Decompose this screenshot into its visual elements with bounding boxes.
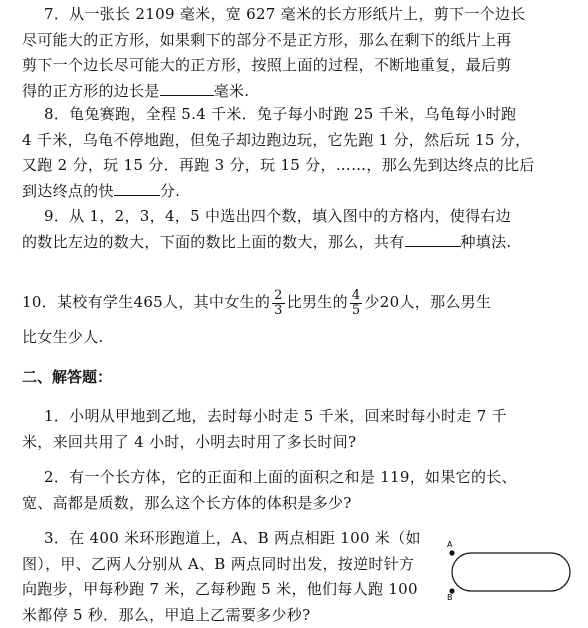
a3-line-2: 图），甲、乙两人分别从 A、B 两点同时出发，按逆时针方 (22, 552, 432, 578)
q8-answer-blank[interactable] (114, 181, 160, 196)
fraction-two-thirds (272, 289, 285, 318)
fraction-four-fifths (350, 289, 363, 318)
q7-line-4 (22, 79, 570, 105)
q9-answer-blank[interactable] (405, 232, 461, 247)
question-10 (22, 287, 570, 352)
q9-line-2 (22, 230, 570, 256)
q8-line-4-unit: 分. (160, 182, 180, 200)
q7-line-4-unit: 毫米. (214, 82, 250, 100)
q10-text-b: 比男生的 (287, 293, 348, 311)
question-7 (22, 2, 570, 104)
q8-line-1: 8．龟兔赛跑，全程 5.4 千米．兔子每小时跑 25 千米，乌龟每小时跑 (22, 102, 570, 128)
a2-line-2: 宽、高都是质数，那么这个长方体的体积是多少? (22, 491, 570, 517)
fraction-2-numerator: 4 (350, 289, 363, 304)
q10-line-2: 比女生少人. (22, 322, 570, 352)
solution-question-1 (22, 404, 570, 455)
q9-line-2-unit: 种填法. (461, 233, 512, 251)
fraction-1-numerator: 2 (272, 289, 285, 304)
a3-line-4: 米都停 5 秒．那么，甲追上乙需要多少秒? (22, 603, 432, 628)
q10-text-c: 少20人，那么男生 (364, 293, 491, 311)
q7-line-1: 7．从一张长 2109 毫米，宽 627 毫米的长方形纸片上，剪下一个边长 (22, 2, 570, 28)
q8-line-4 (22, 179, 570, 205)
solution-question-3 (22, 526, 432, 628)
q10-line-1 (22, 287, 570, 318)
section-heading-solutions: 二、解答题： (22, 366, 112, 387)
point-a-marker (449, 550, 454, 555)
q8-line-2: 4 千米，乌龟不停地跑，但兔子却边跑边玩，它先跑 1 分，然后玩 15 分， (22, 128, 570, 154)
a3-line-1: 3．在 400 米环形跑道上，A、B 两点相距 100 米（如 (22, 526, 432, 552)
question-8 (22, 102, 570, 204)
point-a-label: A (447, 540, 453, 549)
a3-line-3: 向跑步，甲每秒跑 7 米，乙每秒跑 5 米，他们每人跑 100 (22, 577, 432, 603)
running-track-diagram (438, 540, 578, 600)
q9-line-2-text: 的数比左边的数大，下面的数比上面的数大，那么，共有 (22, 233, 405, 251)
point-b-label: B (447, 593, 453, 600)
q7-line-2: 尽可能大的正方形，如果剩下的部分不是正方形，那么在剩下的纸片上再 (22, 28, 570, 54)
track-outline (452, 553, 570, 591)
q10-text-a: 10．某校有学生465人，其中女生的 (22, 293, 270, 311)
solution-question-2 (22, 465, 570, 516)
q7-line-4-text: 得的正方形的边长是 (22, 82, 160, 100)
q7-line-3: 剪下一个边长尽可能大的正方形，按照上面的过程，不断地重复，最后剪 (22, 53, 570, 79)
a2-line-1: 2．有一个长方体，它的正面和上面的面积之和是 119，如果它的长、 (22, 465, 570, 491)
q7-answer-blank[interactable] (160, 81, 214, 96)
fraction-1-denominator: 3 (272, 304, 285, 318)
a1-line-1: 1．小明从甲地到乙地，去时每小时走 5 千米，回来时每小时走 7 千 (22, 404, 570, 430)
question-9 (22, 204, 570, 255)
q9-line-1: 9．从 1，2，3，4，5 中选出四个数，填入图中的方格内，使得右边 (22, 204, 570, 230)
q8-line-4-text: 到达终点的快 (22, 182, 114, 200)
a1-line-2: 米，来回共用了 4 小时，小明去时用了多长时间? (22, 430, 570, 456)
q8-line-3: 又跑 2 分，玩 15 分．再跑 3 分，玩 15 分，……，那么先到达终点的比后 (22, 153, 570, 179)
fraction-2-denominator: 5 (350, 304, 363, 318)
